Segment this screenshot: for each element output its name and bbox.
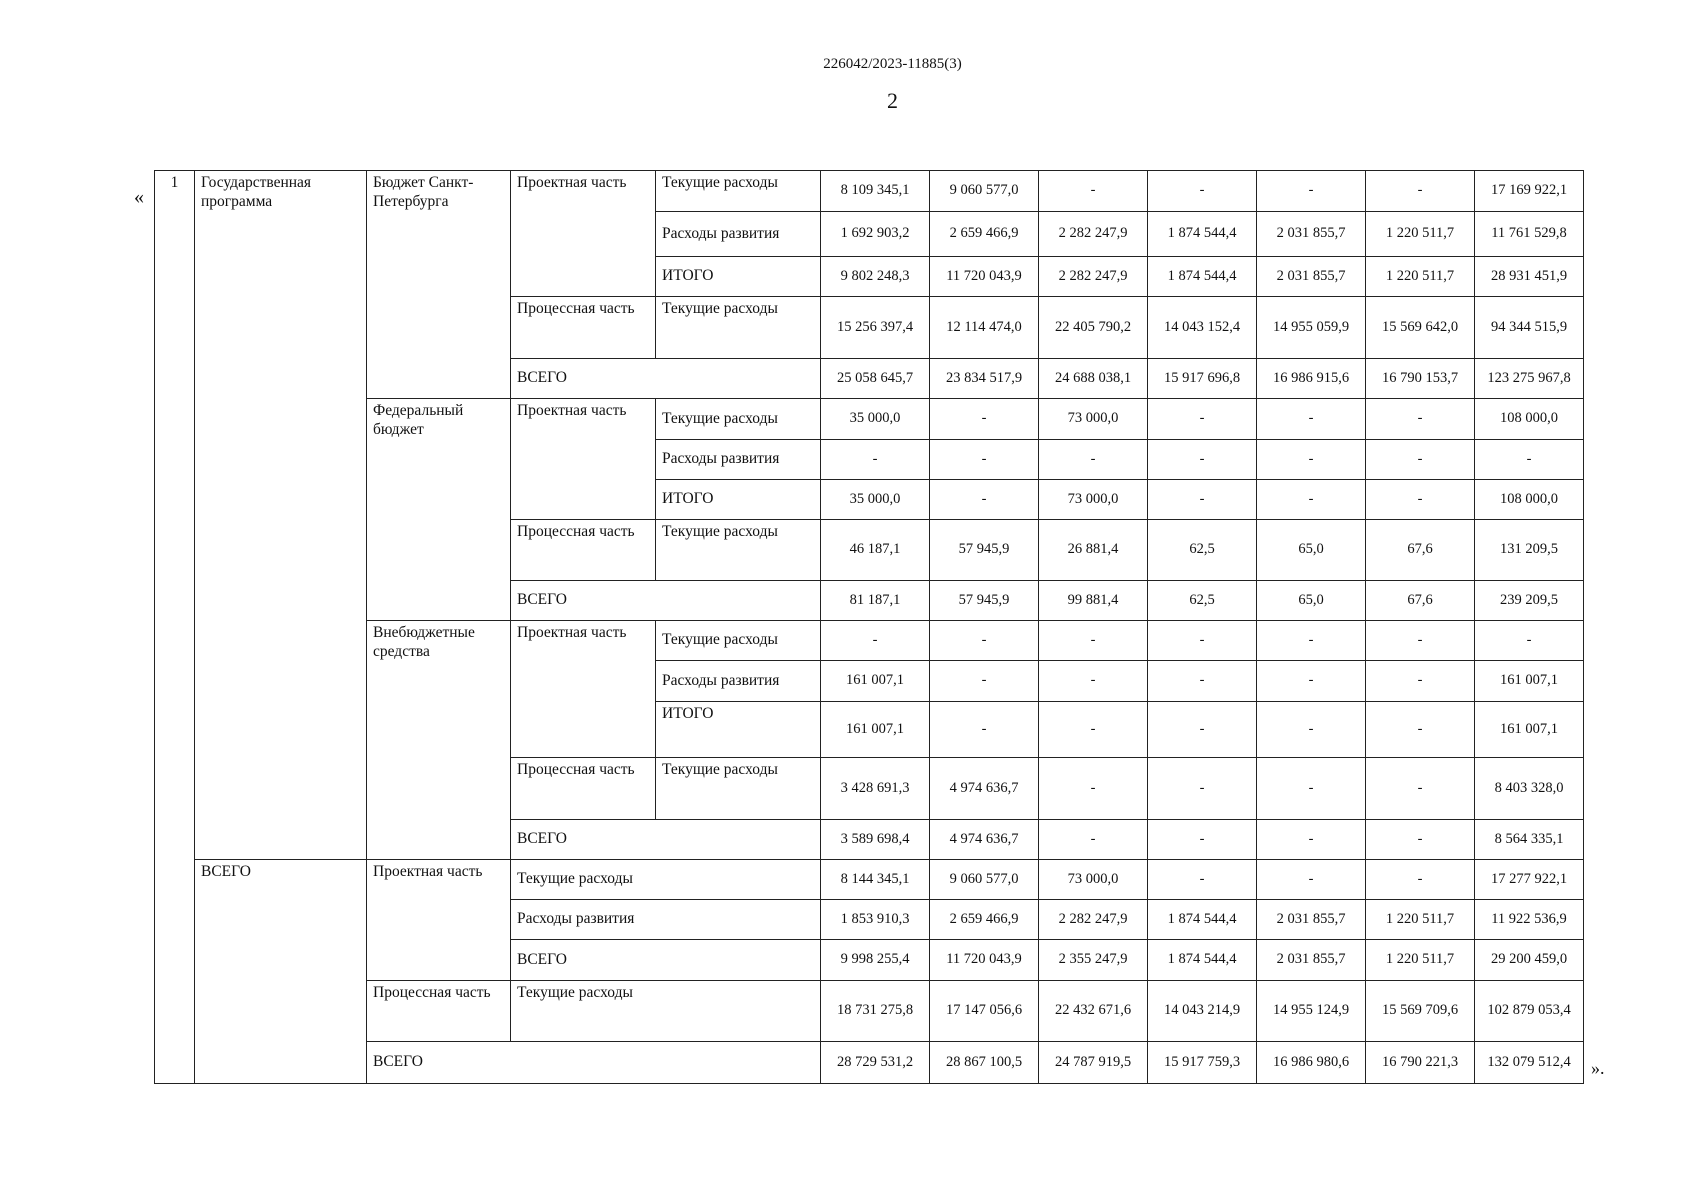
value-cell: 73 000,0 [1039,860,1148,900]
value-cell: - [1148,860,1257,900]
value-cell: 11 720 043,9 [930,940,1039,981]
value-cell: - [930,480,1039,520]
value-cell: 25 058 645,7 [821,359,930,399]
itogo-label: ИТОГО [656,480,821,520]
value-cell: 11 720 043,9 [930,257,1039,297]
value-cell: 3 589 698,4 [821,820,930,860]
value-cell: - [1366,758,1475,820]
value-cell: 15 569 642,0 [1366,297,1475,359]
value-cell: - [1366,860,1475,900]
value-cell: - [930,702,1039,758]
value-cell-total: 161 007,1 [1475,661,1584,702]
expense-label: Текущие расходы [656,297,821,359]
value-cell-total: 102 879 053,4 [1475,981,1584,1042]
value-cell: - [1366,621,1475,661]
part-label: Процессная часть [511,297,656,359]
value-cell: 26 881,4 [1039,520,1148,581]
value-cell: 2 282 247,9 [1039,900,1148,940]
value-cell: 14 955 124,9 [1257,981,1366,1042]
value-cell: 16 986 980,6 [1257,1042,1366,1084]
value-cell: 28 867 100,5 [930,1042,1039,1084]
value-cell: 15 256 397,4 [821,297,930,359]
value-cell: 1 220 511,7 [1366,212,1475,257]
total-label: ВСЕГО [511,581,821,621]
total-label: ВСЕГО [511,820,821,860]
value-cell: 62,5 [1148,581,1257,621]
value-cell: 2 659 466,9 [930,212,1039,257]
expense-label: Расходы развития [511,900,821,940]
value-cell: - [1257,440,1366,480]
value-cell: - [1257,702,1366,758]
table-row [155,860,1584,900]
expense-label: Текущие расходы [656,520,821,581]
value-cell: - [821,440,930,480]
value-cell: - [1366,440,1475,480]
value-cell-total: 11 922 536,9 [1475,900,1584,940]
value-cell: 2 031 855,7 [1257,257,1366,297]
value-cell: 1 220 511,7 [1366,257,1475,297]
part-label: Проектная часть [511,621,656,758]
value-cell: - [1366,399,1475,440]
value-cell: 9 802 248,3 [821,257,930,297]
part-label: Проектная часть [511,399,656,520]
value-cell: - [930,440,1039,480]
value-cell: 1 853 910,3 [821,900,930,940]
grand-total-row-label: ВСЕГО [367,1042,821,1084]
value-cell: 15 917 696,8 [1148,359,1257,399]
value-cell: 28 729 531,2 [821,1042,930,1084]
value-cell: 4 974 636,7 [930,758,1039,820]
value-cell: 12 114 474,0 [930,297,1039,359]
value-cell-total: 8 403 328,0 [1475,758,1584,820]
value-cell: - [1257,621,1366,661]
document-number: 226042/2023-11885(3) [823,56,962,72]
value-cell: - [930,621,1039,661]
value-cell: 15 569 709,6 [1366,981,1475,1042]
value-cell: - [930,399,1039,440]
value-cell: 1 874 544,4 [1148,940,1257,981]
table-row [155,399,1584,440]
table-row [155,171,1584,212]
value-cell: - [1039,820,1148,860]
value-cell: 2 031 855,7 [1257,212,1366,257]
source-spb-label: Бюджет Санкт-Петербурга [367,171,511,399]
row-number: 1 [155,171,195,1084]
value-cell: 1 220 511,7 [1366,900,1475,940]
value-cell: 62,5 [1148,520,1257,581]
budget-table [154,170,1584,1084]
value-cell-total: 17 169 922,1 [1475,171,1584,212]
value-cell: 73 000,0 [1039,399,1148,440]
value-cell: - [1366,480,1475,520]
value-cell: 65,0 [1257,520,1366,581]
value-cell: 1 874 544,4 [1148,212,1257,257]
value-cell: - [1148,399,1257,440]
value-cell: 35 000,0 [821,480,930,520]
value-cell: 22 432 671,6 [1039,981,1148,1042]
value-cell: - [1148,480,1257,520]
total-label: ВСЕГО [511,359,821,399]
value-cell: 67,6 [1366,581,1475,621]
value-cell: 22 405 790,2 [1039,297,1148,359]
value-cell: - [1257,480,1366,520]
value-cell-total: 8 564 335,1 [1475,820,1584,860]
source-ext-label: Внебюджетные средства [367,621,511,860]
value-cell: - [1257,171,1366,212]
table-row [155,981,1584,1042]
value-cell: - [1257,758,1366,820]
value-cell: 65,0 [1257,581,1366,621]
value-cell: 57 945,9 [930,520,1039,581]
value-cell: 14 043 214,9 [1148,981,1257,1042]
value-cell-total: 28 931 451,9 [1475,257,1584,297]
value-cell-total: 123 275 967,8 [1475,359,1584,399]
value-cell: 1 874 544,4 [1148,257,1257,297]
value-cell: 18 731 275,8 [821,981,930,1042]
itogo-label: ИТОГО [656,702,821,758]
value-cell: 161 007,1 [821,661,930,702]
itogo-label: ИТОГО [656,257,821,297]
value-cell-total: - [1475,621,1584,661]
value-cell: 4 974 636,7 [930,820,1039,860]
table-row [155,621,1584,661]
value-cell: 16 790 153,7 [1366,359,1475,399]
table-row [155,1042,1584,1084]
expense-label: Расходы развития [656,661,821,702]
value-cell: 9 060 577,0 [930,171,1039,212]
value-cell: - [1039,171,1148,212]
value-cell: 14 043 152,4 [1148,297,1257,359]
value-cell: - [1148,702,1257,758]
value-cell: 81 187,1 [821,581,930,621]
value-cell: 15 917 759,3 [1148,1042,1257,1084]
value-cell: 14 955 059,9 [1257,297,1366,359]
expense-label: Текущие расходы [511,860,821,900]
part-label: Процессная часть [511,520,656,581]
value-cell: 3 428 691,3 [821,758,930,820]
value-cell: 1 220 511,7 [1366,940,1475,981]
expense-label: Текущие расходы [656,399,821,440]
value-cell: 2 659 466,9 [930,900,1039,940]
value-cell: - [1257,820,1366,860]
value-cell: - [821,621,930,661]
value-cell: - [1148,820,1257,860]
value-cell: 24 688 038,1 [1039,359,1148,399]
opening-quote: « [134,186,144,208]
value-cell: 46 187,1 [821,520,930,581]
value-cell: 16 986 915,6 [1257,359,1366,399]
value-cell-total: 239 209,5 [1475,581,1584,621]
value-cell: - [1039,621,1148,661]
value-cell: 16 790 221,3 [1366,1042,1475,1084]
value-cell: - [1148,758,1257,820]
value-cell: - [1039,440,1148,480]
value-cell: 57 945,9 [930,581,1039,621]
value-cell: 2 282 247,9 [1039,257,1148,297]
expense-label: Расходы развития [656,212,821,257]
value-cell: - [1366,171,1475,212]
value-cell: - [1148,621,1257,661]
value-cell: 24 787 919,5 [1039,1042,1148,1084]
value-cell: 2 282 247,9 [1039,212,1148,257]
value-cell: - [1039,661,1148,702]
part-label: Проектная часть [367,860,511,981]
part-label: Процессная часть [367,981,511,1042]
value-cell-total: 161 007,1 [1475,702,1584,758]
value-cell: 73 000,0 [1039,480,1148,520]
value-cell-total: 131 209,5 [1475,520,1584,581]
value-cell: 35 000,0 [821,399,930,440]
expense-label: Текущие расходы [656,758,821,820]
value-cell: - [930,661,1039,702]
value-cell-total: 132 079 512,4 [1475,1042,1584,1084]
value-cell: - [1257,661,1366,702]
value-cell: 23 834 517,9 [930,359,1039,399]
grand-total-label: ВСЕГО [195,860,367,1084]
expense-label: Расходы развития [656,440,821,480]
value-cell-total: - [1475,440,1584,480]
value-cell: 1 874 544,4 [1148,900,1257,940]
value-cell: 9 998 255,4 [821,940,930,981]
value-cell: - [1148,661,1257,702]
value-cell: - [1148,171,1257,212]
part-label: Проектная часть [511,171,656,297]
value-cell: 2 355 247,9 [1039,940,1148,981]
closing-quote: ». [1591,1058,1605,1078]
value-cell: 161 007,1 [821,702,930,758]
value-cell: 67,6 [1366,520,1475,581]
value-cell: 17 147 056,6 [930,981,1039,1042]
value-cell: - [1366,820,1475,860]
expense-label: Текущие расходы [656,171,821,212]
page-number: 2 [887,88,898,113]
value-cell-total: 29 200 459,0 [1475,940,1584,981]
value-cell: 2 031 855,7 [1257,900,1366,940]
total-label: ВСЕГО [511,940,821,981]
value-cell: - [1366,661,1475,702]
part-label: Процессная часть [511,758,656,820]
value-cell-total: 108 000,0 [1475,399,1584,440]
value-cell: 8 109 345,1 [821,171,930,212]
expense-label: Текущие расходы [511,981,821,1042]
value-cell: 99 881,4 [1039,581,1148,621]
value-cell: - [1257,860,1366,900]
value-cell-total: 94 344 515,9 [1475,297,1584,359]
value-cell: 2 031 855,7 [1257,940,1366,981]
program-label: Государственная программа [195,171,367,860]
value-cell-total: 11 761 529,8 [1475,212,1584,257]
value-cell: - [1366,702,1475,758]
value-cell: 8 144 345,1 [821,860,930,900]
expense-label: Текущие расходы [656,621,821,661]
value-cell-total: 17 277 922,1 [1475,860,1584,900]
value-cell: - [1257,399,1366,440]
source-fed-label: Федеральный бюджет [367,399,511,621]
value-cell-total: 108 000,0 [1475,480,1584,520]
value-cell: - [1039,758,1148,820]
value-cell: - [1148,440,1257,480]
value-cell: 9 060 577,0 [930,860,1039,900]
value-cell: - [1039,702,1148,758]
value-cell: 1 692 903,2 [821,212,930,257]
